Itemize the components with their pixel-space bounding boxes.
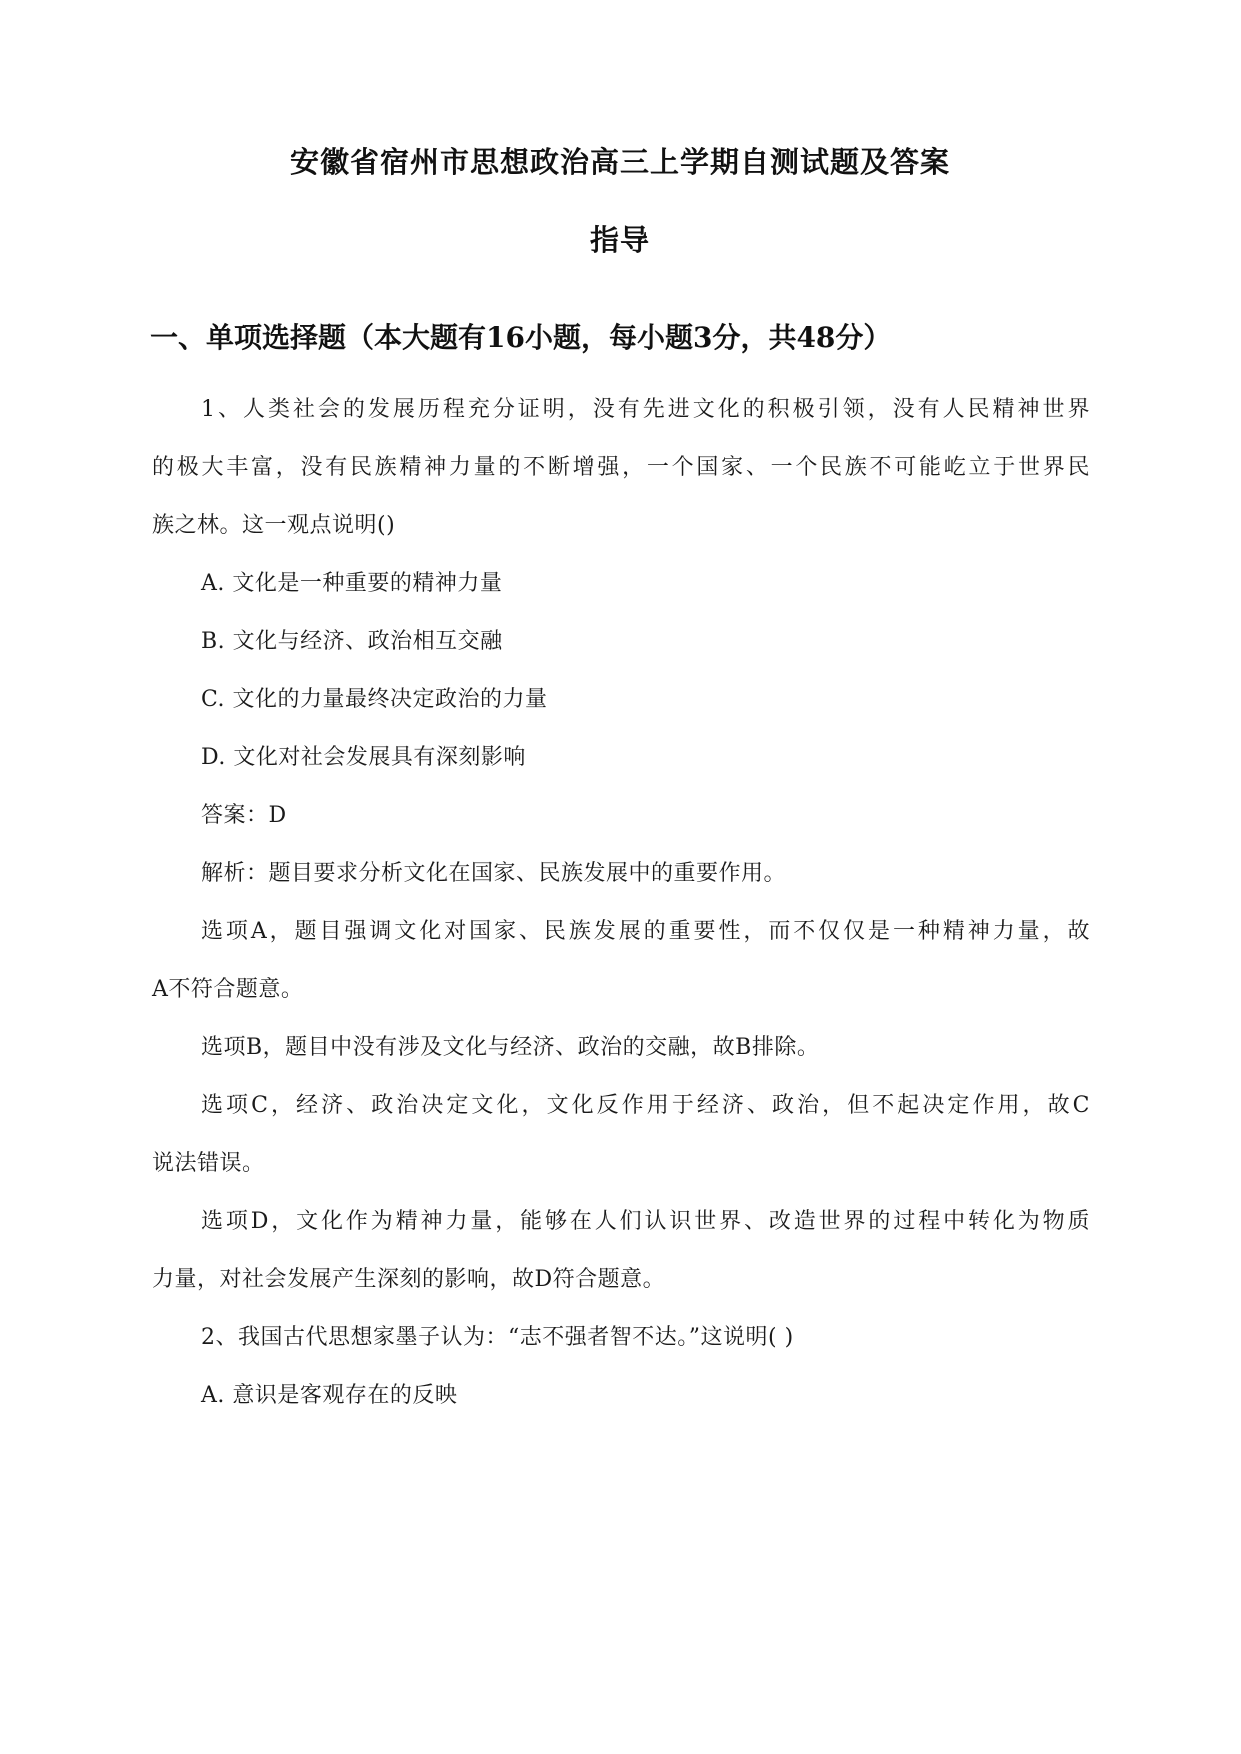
question-1-option-a: A. 文化是一种重要的精神力量: [201, 571, 503, 596]
question-1-stem-line-3: 族之林。这一观点说明(): [152, 513, 396, 538]
question-2-stem: 2、我国古代思想家墨子认为：“志不强者智不达。”这说明( ): [201, 1325, 794, 1350]
question-1-explain-c-line-2: 说法错误。: [152, 1151, 265, 1176]
question-1-option-d: D. 文化对社会发展具有深刻影响: [201, 745, 526, 770]
question-1-option-c: C. 文化的力量最终决定政治的力量: [201, 687, 548, 712]
question-1-explain-b: 选项B，题目中没有涉及文化与经济、政治的交融，故B排除。: [201, 1035, 820, 1060]
question-1-answer: 答案：D: [201, 803, 287, 828]
question-1-explain-d-line-1: 选项D，文化作为精神力量，能够在人们认识世界、改造世界的过程中转化为物质: [201, 1209, 1090, 1234]
question-1-option-b: B. 文化与经济、政治相互交融: [201, 629, 503, 654]
question-1-explain-a-line-1: 选项A，题目强调文化对国家、民族发展的重要性，而不仅仅是一种精神力量，故: [201, 919, 1090, 944]
question-1-stem-line-2: 的极大丰富，没有民族精神力量的不断增强，一个国家、一个民族不可能屹立于世界民: [152, 455, 1090, 480]
document-title-line-1: 安徽省宿州市思想政治高三上学期自测试题及答案: [289, 145, 950, 179]
section-heading: 一、单项选择题（本大题有16小题，每小题3分，共48分）: [150, 321, 892, 354]
question-1-explain-d-line-2: 力量，对社会发展产生深刻的影响，故D符合题意。: [152, 1267, 666, 1292]
question-1-explain-c-line-1: 选项C，经济、政治决定文化，文化反作用于经济、政治，但不起决定作用，故C: [201, 1093, 1090, 1118]
question-2-option-a: A. 意识是客观存在的反映: [201, 1383, 458, 1408]
question-1-explain-a-line-2: A不符合题意。: [152, 977, 304, 1002]
document-title-line-2: 指导: [589, 223, 650, 257]
question-1-analysis: 解析：题目要求分析文化在国家、民族发展中的重要作用。: [201, 861, 787, 886]
question-1-stem-line-1: 1、人类社会的发展历程充分证明，没有先进文化的积极引领，没有人民精神世界: [201, 397, 1090, 422]
